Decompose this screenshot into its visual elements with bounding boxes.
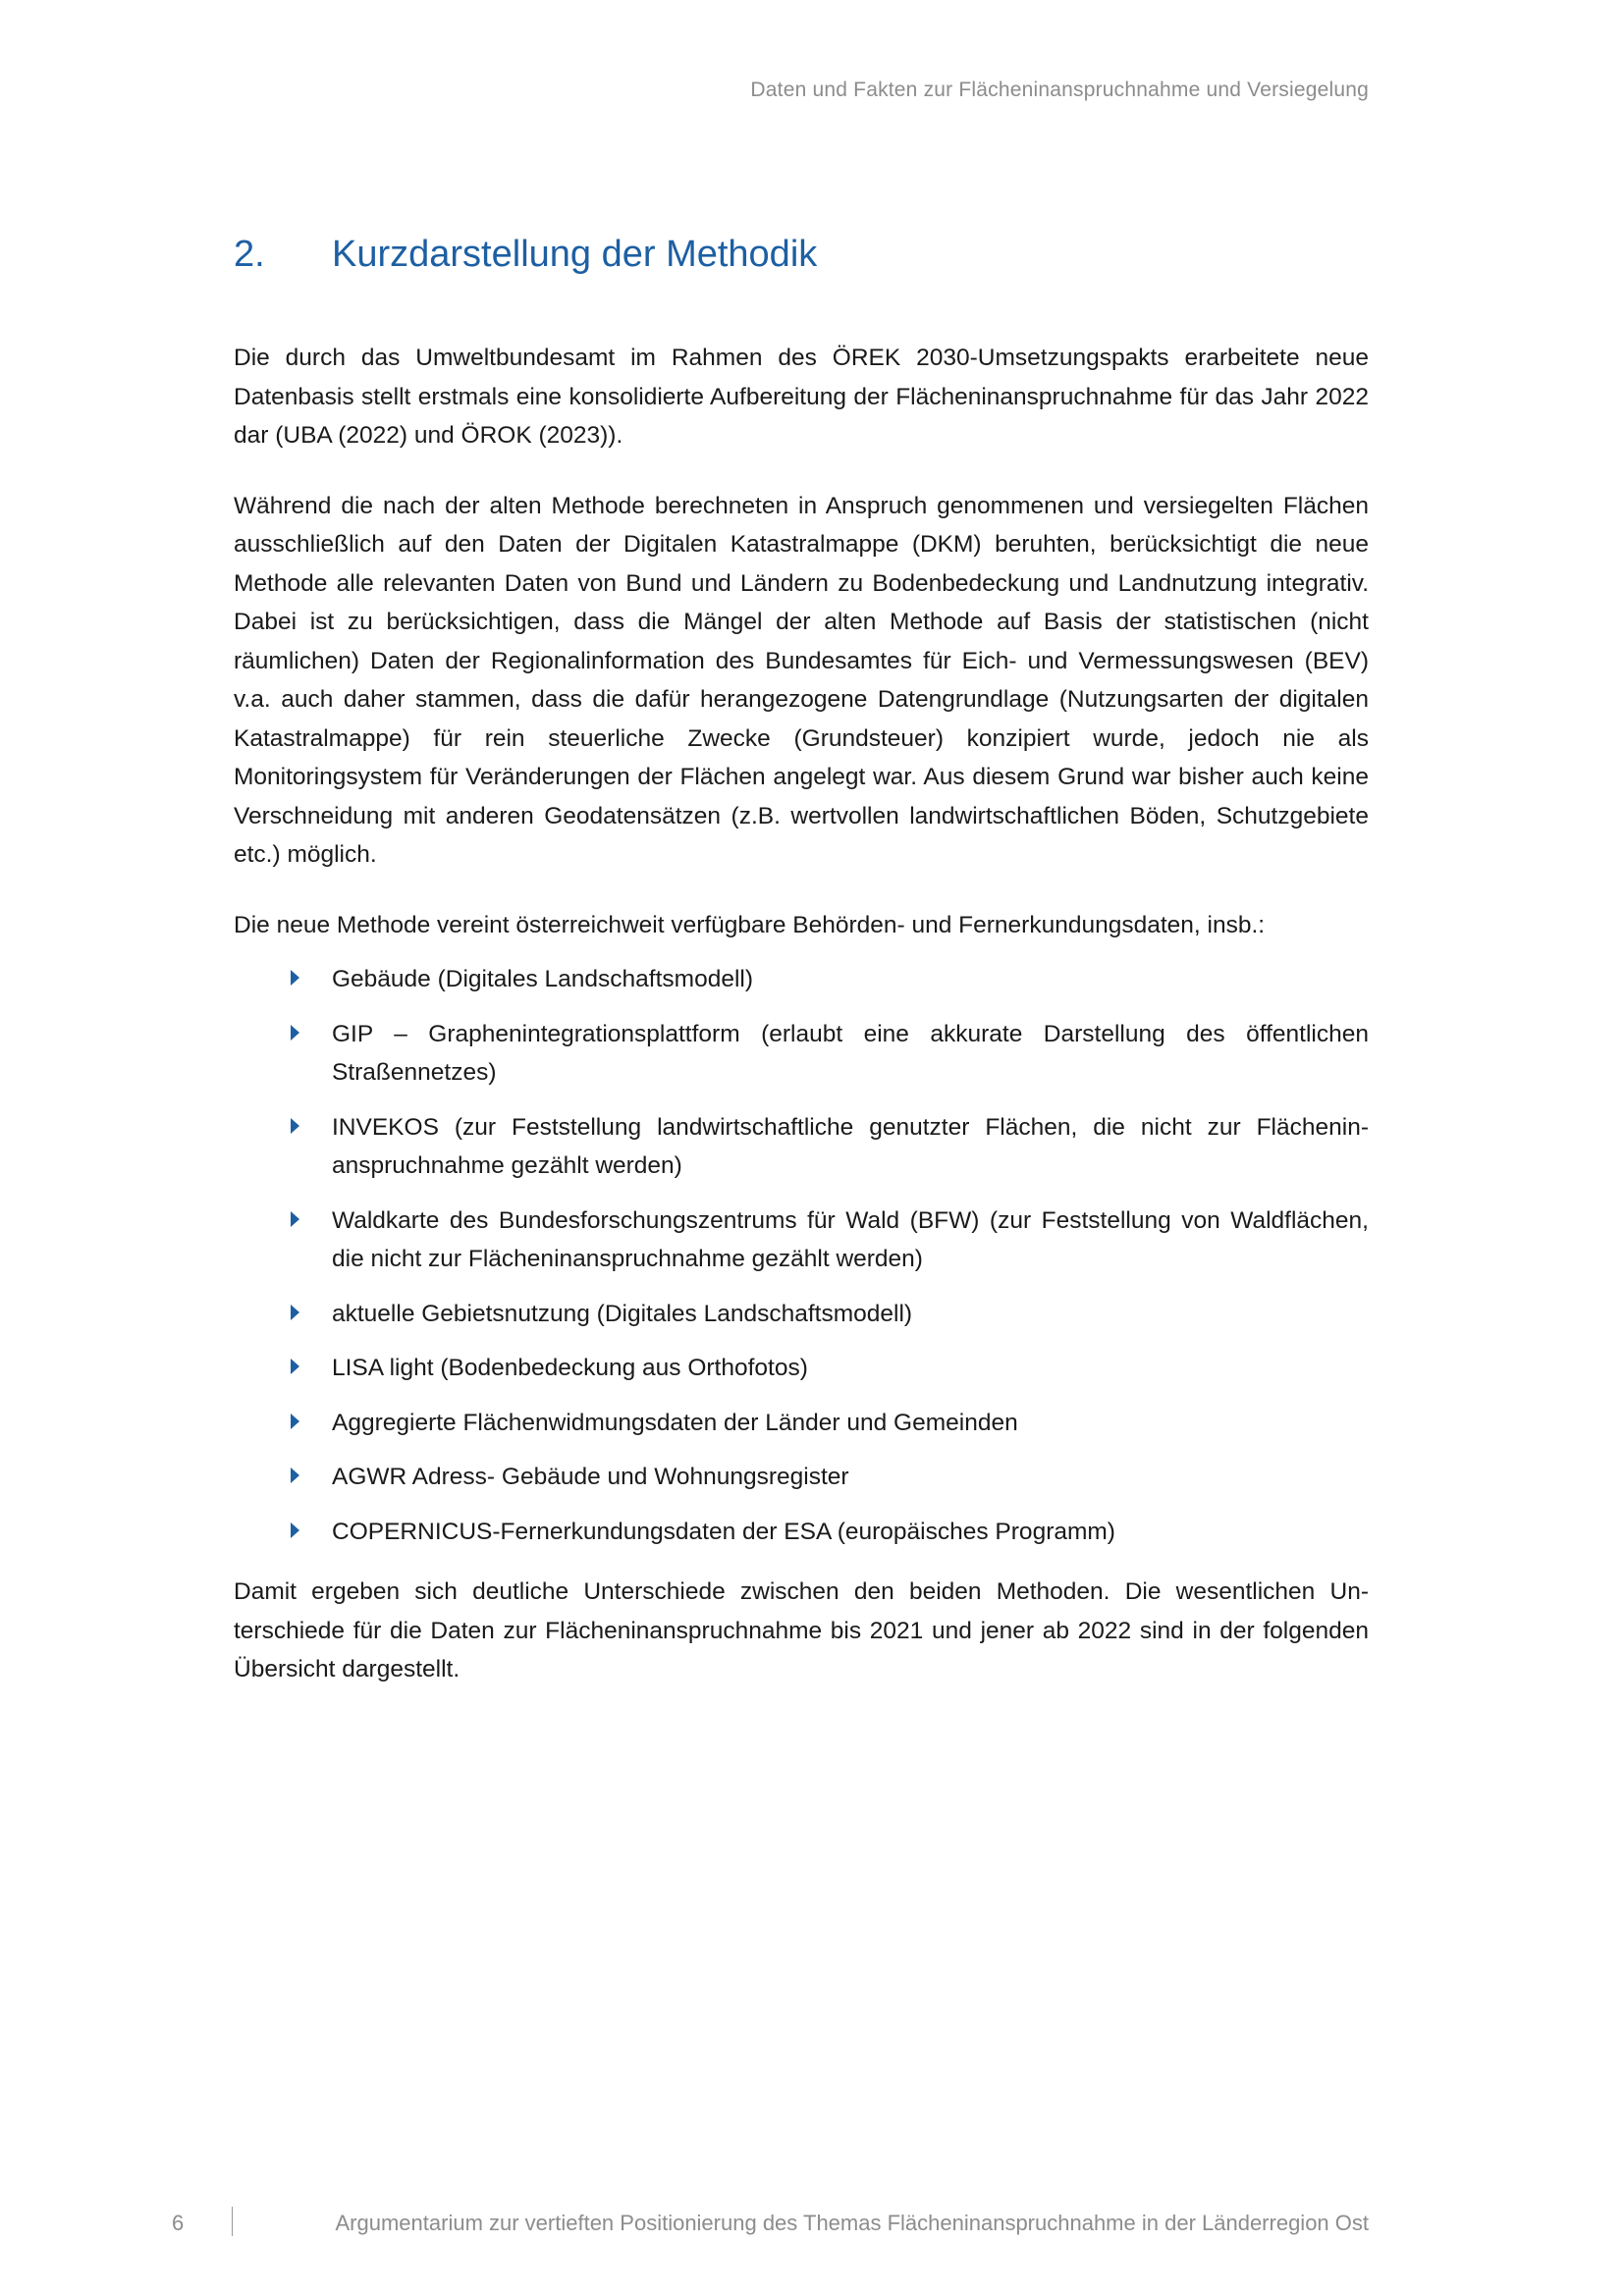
paragraph-list-intro: Die neue Methode vereint österreichweit verfügbare Behörden- und Fernerkundungsdaten, insb.: bbox=[234, 911, 1266, 938]
triangle-right-icon bbox=[291, 1305, 299, 1320]
page-content bbox=[234, 234, 1369, 1689]
section-title bbox=[234, 234, 1369, 276]
triangle-right-icon bbox=[291, 1359, 299, 1374]
list-item bbox=[234, 1349, 1369, 1388]
paragraph-methods: Während die nach der alten Methode berechneten in Anspruch genommenen und versiegelten Flächen ausschließlich auf den Daten der Digitalen Katastralmappe (DKM) beruhten, berücksichtigt die neue Methode alle relevanten Daten von Bund und Ländern zu Bodenbedeckung und Landnutzung integrativ. Dabei ist zu berücksichtigen, dass die Mängel der alten Methode auf Basis der statistischen (nicht räumlichen) Daten der Regionalinformation des Bundesamtes für Eich- und Vermessungswesen (BEV) v.a. auch daher stammen, dass die dafür herangezogene Datengrundlage (Nutzungsarten der digitalen Katastralmappe) für rein steuerliche Zwecke (Grundsteuer) konzipiert wurde, jedoch nie als Monitoringsystem für Veränderungen der Flächen angelegt war. Aus diesem Grund war bisher auch keine Verschneidung mit anderen Geodatensätzen (z.B. wertvollen landwirtschaftlichen Böden, Schutzgebiete etc.) möglich. bbox=[234, 492, 1369, 868]
list-item bbox=[234, 1201, 1369, 1279]
paragraph-intro: Die durch das Umweltbundesamt im Rahmen des ÖREK 2030-Umsetzungspakts erarbeitete neue Datenbasis stellt erstmals eine konsolidierte Aufbereitung der Flächeninanspruchnahme für das Jahr 2022 dar (UBA (2022) und ÖROK (2023)). bbox=[234, 345, 1369, 449]
list-item-text: Aggregierte Flächenwidmungsdaten der Länder und Gemeinden bbox=[332, 1409, 1018, 1436]
running-header: Daten und Fakten zur Flächeninanspruchnahme und Versiegelung bbox=[750, 79, 1369, 101]
triangle-right-icon bbox=[291, 1118, 299, 1134]
footer-title: Argumentarium zur vertieften Positionierung des Themas Flächeninanspruchnahme in der Länderregion Ost bbox=[335, 2211, 1369, 2235]
page-number: 6 bbox=[172, 2211, 185, 2235]
list-item-text: aktuelle Gebietsnutzung (Digitales Landschaftsmodell) bbox=[332, 1300, 913, 1327]
triangle-right-icon bbox=[291, 1468, 299, 1483]
section-title-text: Kurzdarstellung der Methodik bbox=[332, 234, 818, 275]
list-item-text: GIP – Graphenintegrationsplattform (erlaubt eine akkurate Darstellung des öffentlichen Straßennetzes) bbox=[332, 1020, 1369, 1086]
section-number: 2. bbox=[234, 234, 265, 275]
list-item bbox=[234, 1108, 1369, 1186]
list-item bbox=[234, 1404, 1369, 1443]
data-sources-list bbox=[234, 960, 1369, 1551]
list-item bbox=[234, 1458, 1369, 1497]
triangle-right-icon bbox=[291, 1211, 299, 1227]
list-item-text: Gebäude (Digitales Landschaftsmodell) bbox=[332, 966, 753, 992]
list-item bbox=[234, 1513, 1369, 1552]
list-item-text: COPERNICUS-Fernerkundungsdaten der ESA (europäisches Programm) bbox=[332, 1518, 1115, 1545]
list-item bbox=[234, 1015, 1369, 1093]
page-footer bbox=[0, 2207, 1624, 2246]
list-item bbox=[234, 1295, 1369, 1334]
list-item-text: Waldkarte des Bundesforschungszentrums für Wald (BFW) (zur Feststellung von Waldflächen, die nicht zur Flächeninanspruchnahme gezählt werden) bbox=[332, 1206, 1369, 1272]
paragraph-conclusion: Damit ergeben sich deutliche Unterschiede zwischen den beiden Methoden. Die wesentlichen Unterschiede für die Daten zur Flächeninanspruchnahme bis 2021 und jener ab 2022 sind in der folgenden Übersicht dargestellt. bbox=[234, 1578, 1369, 1682]
footer-divider bbox=[232, 2207, 233, 2236]
list-item bbox=[234, 960, 1369, 999]
triangle-right-icon bbox=[291, 1025, 299, 1041]
triangle-right-icon bbox=[291, 1522, 299, 1538]
list-item-text: INVEKOS (zur Feststellung landwirtschaftliche genutzter Flächen, die nicht zur Flächeninanspruchnahme gezählt werden) bbox=[332, 1113, 1369, 1179]
triangle-right-icon bbox=[291, 1414, 299, 1429]
triangle-right-icon bbox=[291, 970, 299, 986]
list-item-text: LISA light (Bodenbedeckung aus Orthofotos) bbox=[332, 1355, 808, 1381]
list-item-text: AGWR Adress- Gebäude und Wohnungsregister bbox=[332, 1464, 849, 1490]
